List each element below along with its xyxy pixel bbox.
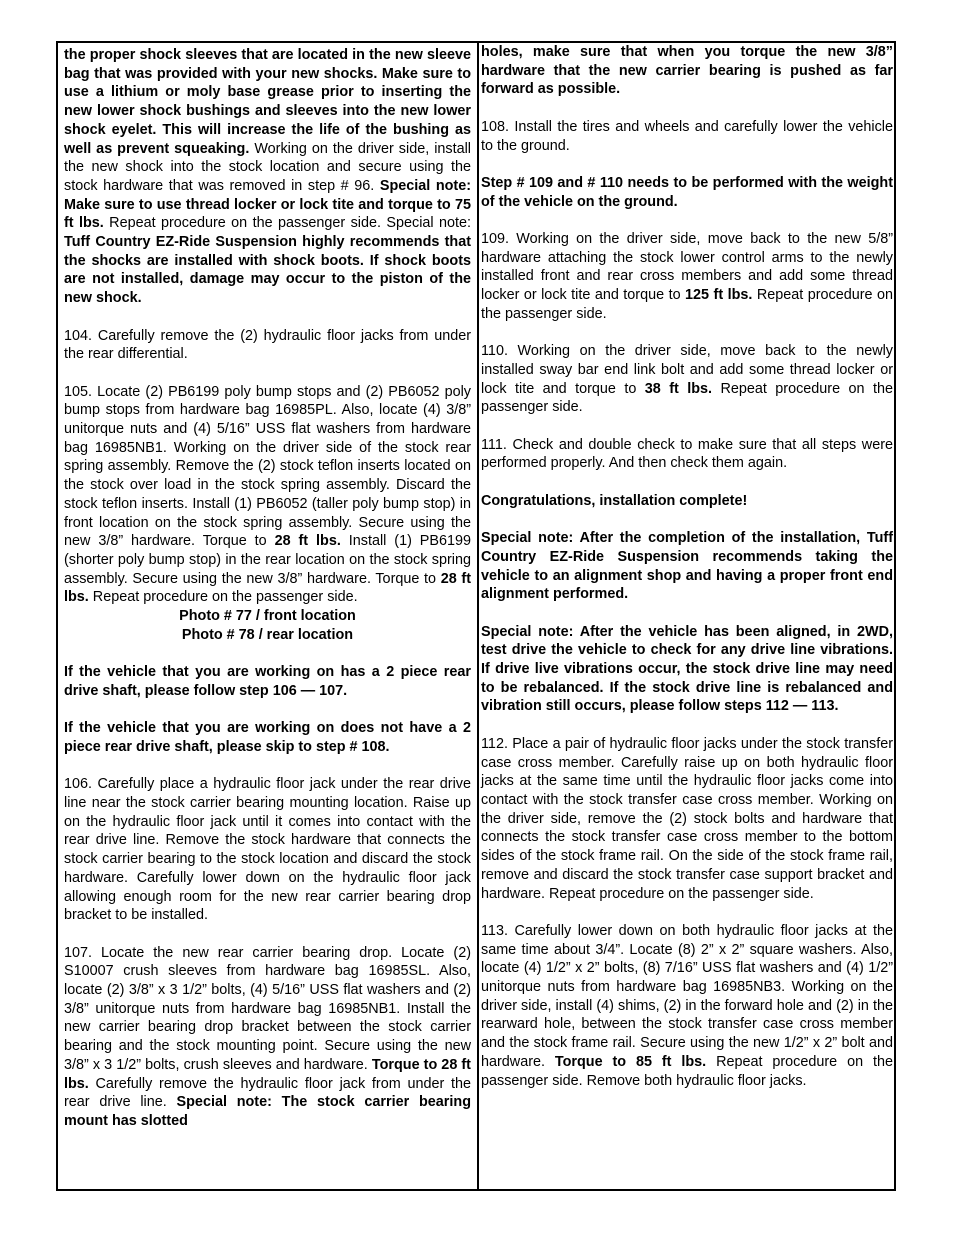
text-run: Carefully remove the hydraulic floor jack from under the rear drive line. xyxy=(64,1075,471,1111)
bold-text-run: Special note: After the vehicle has been aligned, in 2WD, test drive the vehicle to check for any drive line vibrations. If drive live vibrations occur, the stock drive line may need to be rebalanced. If the stock drive line is rebalanced and vibration still occurs, please follow steps 112 — 113. xyxy=(481,623,893,715)
right-column xyxy=(479,43,894,1189)
step-113 xyxy=(481,922,893,1090)
text-run: Install (1) PB6199 (shorter poly bump stop) in the rear location on the stock spring assembly. Secure using the new 3/8” hardware. Torque to xyxy=(64,533,472,587)
step-111 xyxy=(481,436,893,473)
text-run: 109. Working on the driver side, move back to the new 5/8” hardware attaching the stock lower control arms to the newly installed front and rear cross members and add some thread locker or lock tite and torque to xyxy=(481,230,893,304)
bold-text-run: 38 ft lbs. xyxy=(644,380,713,397)
step-107 xyxy=(64,944,471,1131)
alignment-special-note xyxy=(481,529,893,604)
step-105 xyxy=(64,383,471,607)
text-run: 111. Check and double check to make sure that all steps were performed properly. And then check them again. xyxy=(481,436,893,472)
text-run: 104. Carefully remove the (2) hydraulic floor jacks from under the rear differential. xyxy=(64,327,471,363)
text-run: 110. Working on the driver side, move back to the newly installed sway bar end link bolt and add some thread locker or lock tite and torque to xyxy=(481,343,893,397)
step-103-continued xyxy=(64,46,471,308)
step-112 xyxy=(481,735,893,903)
text-run: Repeat procedure on the passenger side. Remove both hydraulic floor jacks. xyxy=(481,1053,893,1089)
step-107-continued xyxy=(481,43,893,99)
text-run: Repeat procedure on the passenger side. xyxy=(88,589,358,606)
instruction-page-frame xyxy=(56,41,896,1191)
photo-77-caption: Photo # 77 / front location xyxy=(179,608,356,625)
step-109 xyxy=(481,230,893,324)
text-run: 105. Locate (2) PB6199 poly bump stops and (2) PB6052 poly bump stops from hardware bag 16985PL. Also, locate (4) 3/8” unitorque nuts and (4) 5/16” USS flat washers from hardware bag 16985NB1. Working on the driver side of the stock rear spring assembly. Remove the (2) stock teflon inserts located on the stock over load in the stock spring assembly. Discard the stock teflon inserts. Install (1) PB6052 (taller poly bump stop) in front location on the stock spring assembly. Secure using the new 3/8” hardware. Torque to xyxy=(64,383,471,550)
bold-text-run: Special note: Make sure to use thread locker or lock tite and torque to 75 ft lbs. xyxy=(64,177,472,232)
step-108 xyxy=(481,118,893,155)
text-run: 106. Carefully place a hydraulic floor jack under the rear drive line near the stock carrier bearing mounting location. Raise up on the hydraulic floor jack until it comes into contact with the rear drive line. Remove the stock hardware that connects the stock carrier bearing to the stock location and discard the stock hardware. Carefully lower down on the hydraulic floor jack allowing enough room for the new rear carrier bearing drop bracket to be installed. xyxy=(64,776,471,924)
text-run: Repeat procedure on the passenger side. xyxy=(481,380,893,416)
text-run: Repeat procedure on the passenger side. xyxy=(481,287,893,322)
bold-text-run: 125 ft lbs. xyxy=(685,287,753,304)
bold-text-run: 28 ft lbs. xyxy=(274,533,341,550)
text-run: Repeat procedure on the passenger side. Special note: xyxy=(103,215,471,232)
bold-text-run: the proper shock sleeves that are located in the new sleeve bag that was provided with your new shocks. Make sure to use a lithium or moly base grease prior to inserting the new lower shock bushings and sleeves into the new lower shock eyelet. This will increase the life of the bushing as well as prevent squeaking. xyxy=(64,47,471,157)
left-column xyxy=(58,43,479,1189)
bold-text-run: If the vehicle that you are working on has a 2 piece rear drive shaft, please follow step 106 — 107. xyxy=(64,664,471,699)
bold-text-run: Congratulations, installation complete! xyxy=(481,492,748,509)
bold-text-run: 28 ft lbs. xyxy=(64,570,471,606)
bold-text-run: Torque to 28 ft lbs. xyxy=(64,1056,471,1092)
text-run: 113. Carefully lower down on both hydraulic floor jacks at the same time about 3/4”. Locate (8) 2” x 2” square washers. Also, locate (4) 1/2” x 2” bolts, (8) 7/16” USS flat washers and (4) 1/2” unitorque nuts from hardware bag 16985NB3. Working on the driver side, install (4) shims, (2) in the forward hole and (2) in the rearward hole, between the stock transfer case cross member and the stock frame rail. Secure using the new 1/2” x 2” bolt and hardware. xyxy=(481,922,893,1070)
text-run: Working on the driver side, install the new shock into the stock location and secure using the stock hardware that was removed in step # 96. xyxy=(64,140,471,194)
bold-text-run: holes, make sure that when you torque the new 3/8” hardware that the new carrier bearing is pushed as far forward as possible. xyxy=(481,44,893,98)
bold-text-run: Torque to 85 ft lbs. xyxy=(554,1053,707,1070)
bold-text-run: If the vehicle that you are working on does not have a 2 piece rear drive shaft, please skip to step # 108. xyxy=(64,720,471,755)
weight-on-ground-note xyxy=(481,174,893,211)
step-110 xyxy=(481,342,893,417)
one-piece-driveshaft-note xyxy=(64,719,471,756)
text-run: 108. Install the tires and wheels and carefully lower the vehicle to the ground. xyxy=(481,118,893,154)
bold-text-run: Tuff Country EZ-Ride Suspension highly recommends that the shocks are installed with shock boots. If shock boots are not installed, damage may occur to the piston of the new shock. xyxy=(64,234,471,307)
step-104 xyxy=(64,327,471,364)
photo-78-caption: Photo # 78 / rear location xyxy=(181,626,354,643)
text-run: 112. Place a pair of hydraulic floor jacks under the stock transfer case cross member. Carefully raise up on both hydraulic floor jacks at the same time until the hydraulic floor jacks come into contact with the stock transfer case cross member. Working on the driver side, remove the (2) stock bolts and hardware that connects the stock transfer case cross member to the bottom sides of the stock frame rail. On the side of the stock frame rail, remove and discard the stock transfer case support bracket and hardware. Repeat procedure on the passenger side. xyxy=(481,735,893,902)
bold-text-run: Special note: After the completion of the installation, Tuff Country EZ-Ride Suspension recommends taking the vehicle to an alignment shop and having a proper front end alignment performed. xyxy=(481,530,893,603)
step-106 xyxy=(64,775,471,925)
bold-text-run: Step # 109 and # 110 needs to be performed with the weight of the vehicle on the ground. xyxy=(481,174,893,210)
two-piece-driveshaft-note xyxy=(64,663,471,700)
text-run: 107. Locate the new rear carrier bearing drop. Locate (2) S10007 crush sleeves from hardware bag 16985SL. Also, locate (2) 3/8” x 3 1/2” bolts, (4) 5/16” USS flat washers and (2) 3/8” unitorque nuts from hardware bag 16985NB1. Install the new carrier bearing drop bracket between the stock carrier bearing and the stock mounting point. Secure using the new 3/8” x 3 1/2” bolts, crush sleeves and hardware. xyxy=(64,944,471,1073)
completion-message xyxy=(481,492,893,511)
bold-text-run: Special note: The stock carrier bearing mount has slotted xyxy=(64,1094,471,1129)
vibration-special-note xyxy=(481,623,893,717)
